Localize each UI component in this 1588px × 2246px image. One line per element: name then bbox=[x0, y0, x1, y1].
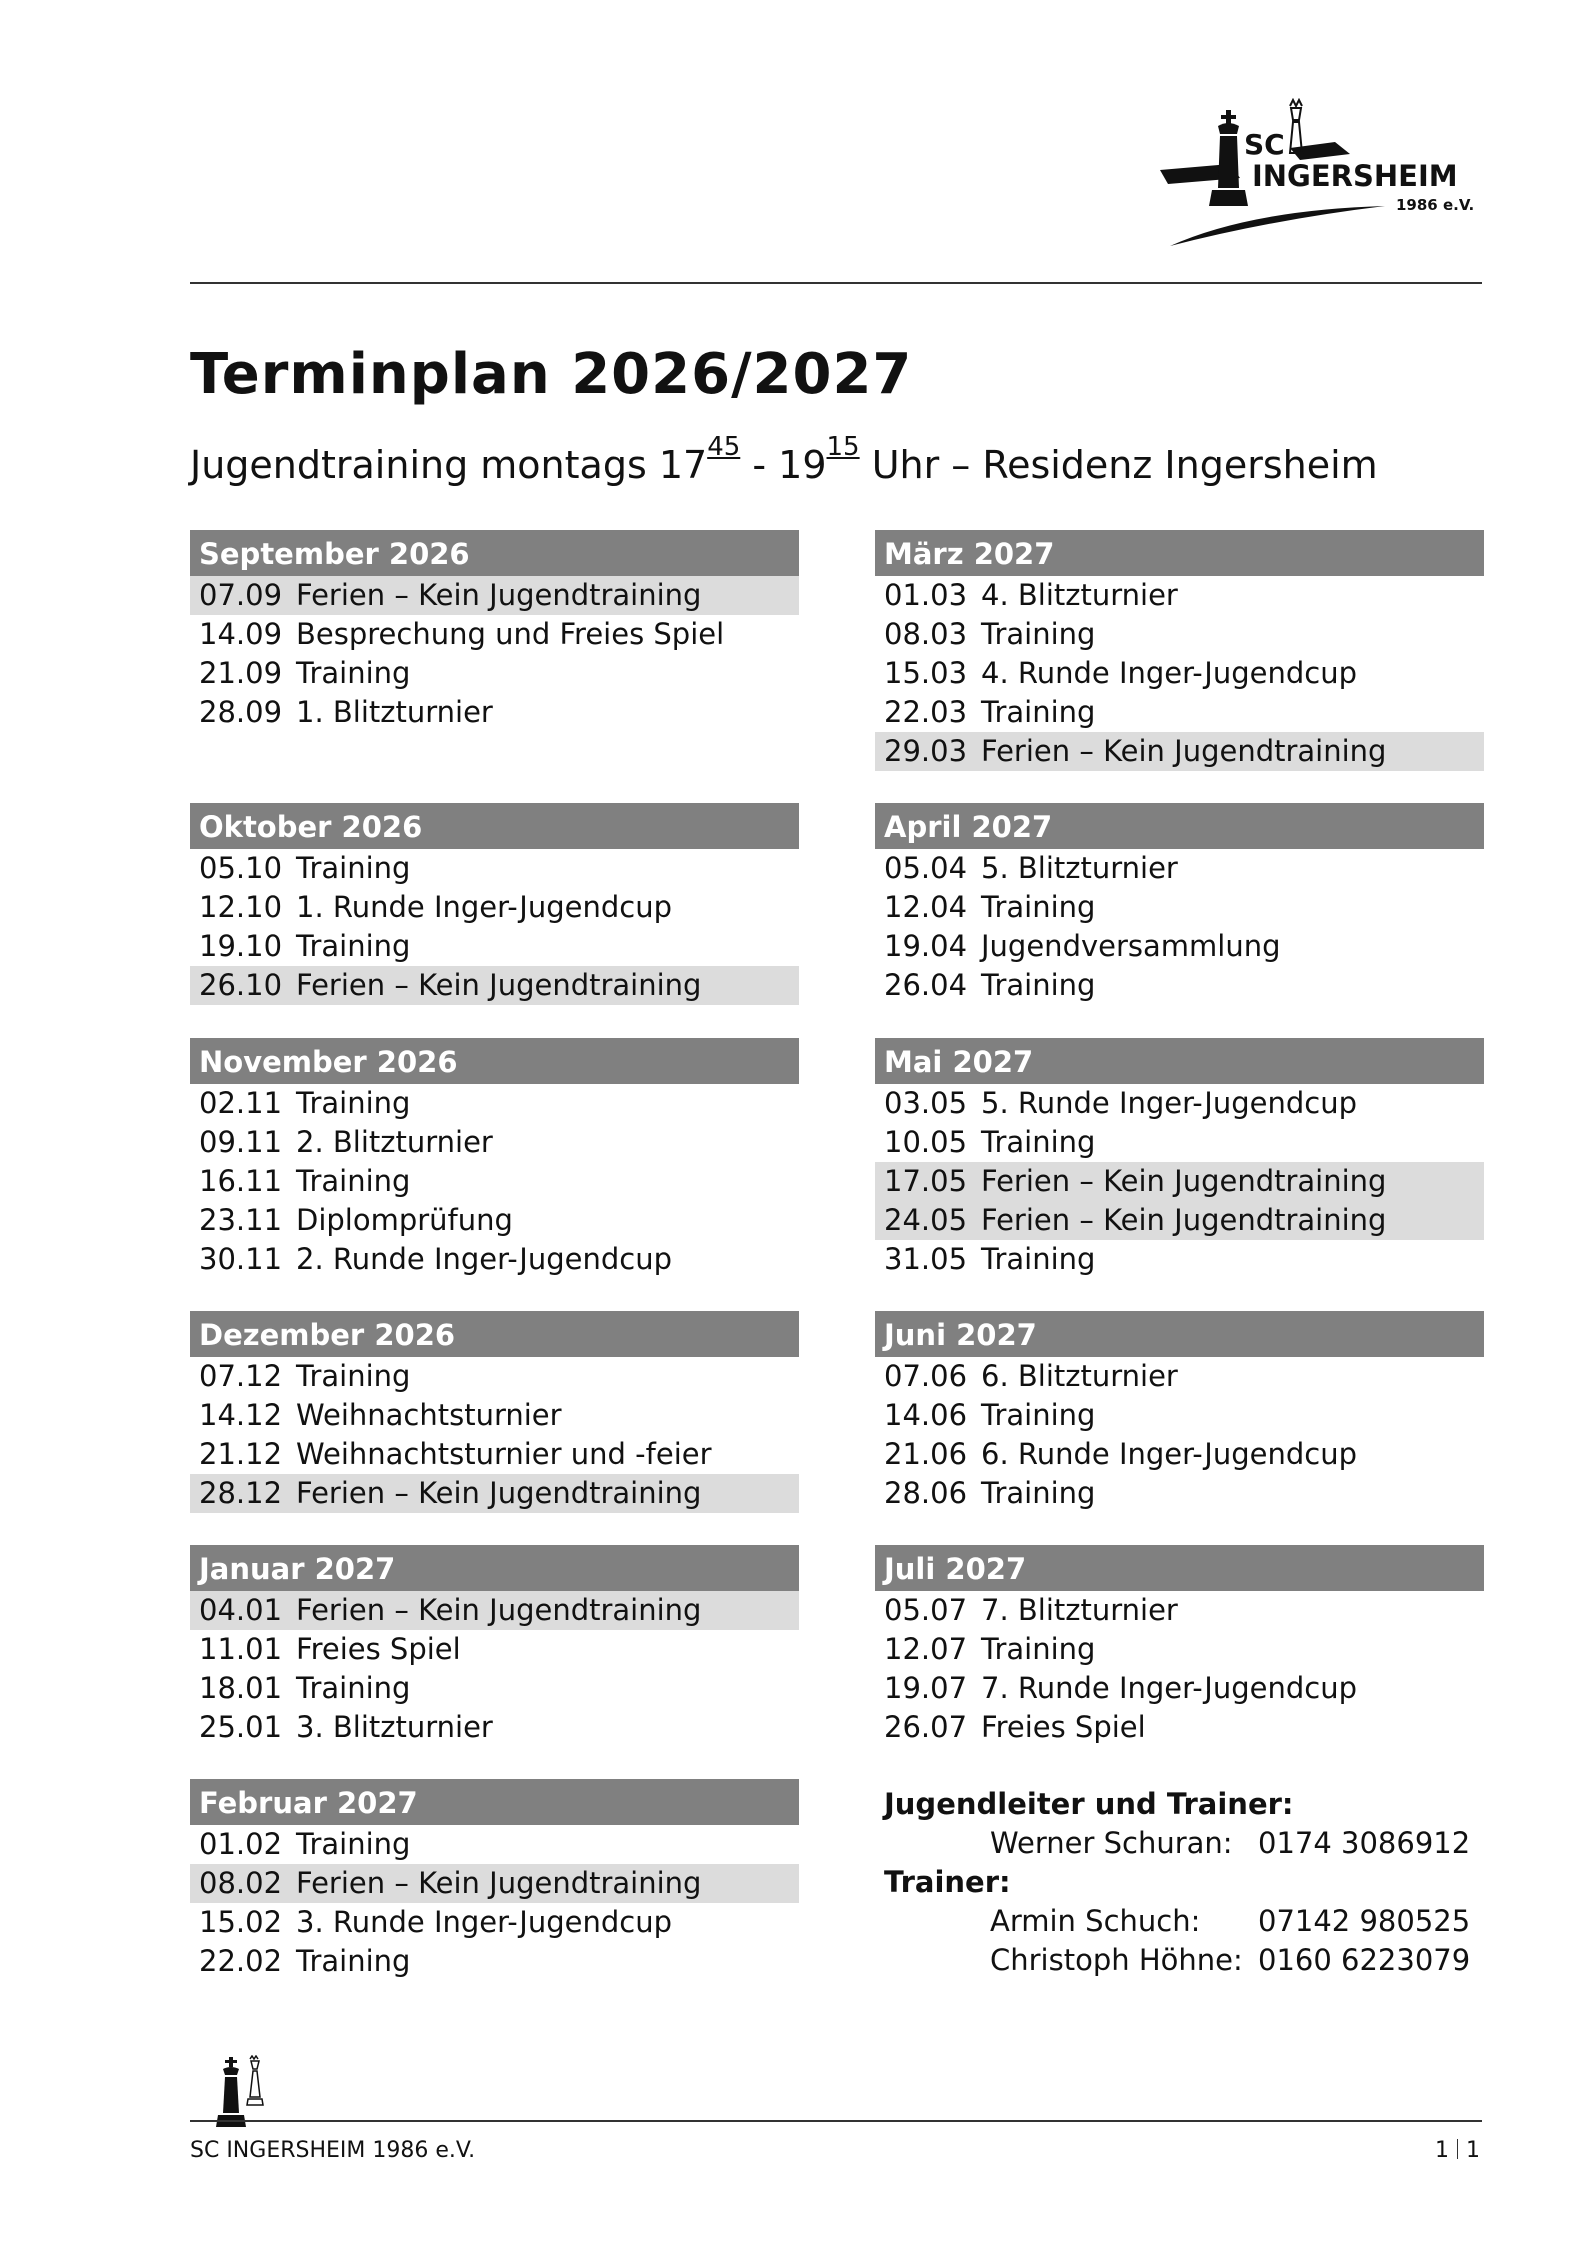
entry-text: Training bbox=[296, 851, 411, 885]
schedule-row bbox=[190, 1084, 799, 1123]
month-header: März 2027 bbox=[875, 530, 1484, 576]
schedule-row bbox=[875, 1357, 1484, 1396]
entry-text: Training bbox=[981, 1125, 1096, 1159]
month-block bbox=[875, 1545, 1484, 1747]
entry-date: 11.01 bbox=[199, 1632, 283, 1666]
month-header: Januar 2027 bbox=[190, 1545, 799, 1591]
schedule-row bbox=[875, 615, 1484, 654]
entry-text: Training bbox=[981, 617, 1096, 651]
entry-date: 04.01 bbox=[199, 1593, 283, 1627]
entry-text: 6. Runde Inger-Jugendcup bbox=[981, 1437, 1357, 1471]
contact-phone: 0160 6223079 bbox=[1258, 1943, 1471, 1977]
entry-date: 15.02 bbox=[199, 1905, 283, 1939]
entry-text: Training bbox=[981, 1242, 1096, 1276]
entry-text: 5. Runde Inger-Jugendcup bbox=[981, 1086, 1357, 1120]
schedule-row bbox=[875, 966, 1484, 1005]
entry-text: Diplomprüfung bbox=[296, 1203, 513, 1237]
entry-text: 4. Runde Inger-Jugendcup bbox=[981, 656, 1357, 690]
schedule-row bbox=[875, 1240, 1484, 1279]
entry-text: Weihnachtsturnier bbox=[296, 1398, 562, 1432]
entry-text: 3. Runde Inger-Jugendcup bbox=[296, 1905, 672, 1939]
entry-date: 12.10 bbox=[199, 890, 283, 924]
entry-text: Ferien – Kein Jugendtraining bbox=[981, 1203, 1387, 1237]
entry-text: Weihnachtsturnier und -feier bbox=[296, 1437, 712, 1471]
schedule-row bbox=[875, 654, 1484, 693]
schedule-row bbox=[875, 849, 1484, 888]
schedule-row bbox=[190, 1123, 799, 1162]
month-header: Juni 2027 bbox=[875, 1311, 1484, 1357]
entry-date: 02.11 bbox=[199, 1086, 283, 1120]
entry-date: 07.09 bbox=[199, 578, 283, 612]
subtitle-start-minutes: 45 bbox=[707, 432, 741, 462]
contact-row bbox=[875, 1824, 1484, 1863]
schedule-row bbox=[875, 576, 1484, 615]
entry-text: Training bbox=[981, 1398, 1096, 1432]
entry-text: Training bbox=[981, 890, 1096, 924]
entry-date: 21.09 bbox=[199, 656, 283, 690]
entry-date: 22.03 bbox=[884, 695, 968, 729]
entry-date: 19.07 bbox=[884, 1671, 968, 1705]
svg-text:SC: SC bbox=[1244, 128, 1285, 161]
entry-date: 28.06 bbox=[884, 1476, 968, 1510]
month-header: Februar 2027 bbox=[190, 1779, 799, 1825]
schedule-row bbox=[190, 1396, 799, 1435]
entry-text: Training bbox=[981, 968, 1096, 1002]
entry-date: 12.07 bbox=[884, 1632, 968, 1666]
schedule-row bbox=[190, 1825, 799, 1864]
schedule-row-holiday bbox=[190, 1591, 799, 1630]
entry-text: Training bbox=[296, 1359, 411, 1393]
schedule-row bbox=[190, 693, 799, 732]
entry-text: Jugendversammlung bbox=[981, 929, 1281, 963]
entry-text: Besprechung und Freies Spiel bbox=[296, 617, 725, 651]
total-pages: 1 bbox=[1466, 2138, 1480, 2163]
entry-text: 2. Blitzturnier bbox=[296, 1125, 493, 1159]
entry-text: Ferien – Kein Jugendtraining bbox=[981, 1164, 1387, 1198]
month-block bbox=[190, 1779, 799, 1981]
schedule-row bbox=[875, 1435, 1484, 1474]
entry-date: 10.05 bbox=[884, 1125, 968, 1159]
entry-date: 03.05 bbox=[884, 1086, 968, 1120]
entry-date: 14.09 bbox=[199, 617, 283, 651]
page-number bbox=[1380, 2136, 1480, 2166]
entry-text: Ferien – Kein Jugendtraining bbox=[296, 1476, 702, 1510]
schedule-row bbox=[875, 1708, 1484, 1747]
schedule-row-holiday bbox=[190, 576, 799, 615]
subtitle-prefix: Jugendtraining montags 17 bbox=[190, 443, 708, 487]
subtitle-end-minutes: 15 bbox=[826, 432, 860, 462]
entry-text: Training bbox=[296, 1944, 411, 1978]
schedule-row bbox=[190, 1201, 799, 1240]
schedule-row bbox=[875, 1630, 1484, 1669]
schedule-row bbox=[875, 1474, 1484, 1513]
entry-text: 3. Blitzturnier bbox=[296, 1710, 493, 1744]
entry-date: 28.12 bbox=[199, 1476, 283, 1510]
schedule-row bbox=[875, 1123, 1484, 1162]
schedule-row bbox=[190, 1435, 799, 1474]
entry-date: 15.03 bbox=[884, 656, 968, 690]
schedule-row bbox=[190, 1240, 799, 1279]
entry-date: 05.04 bbox=[884, 851, 968, 885]
schedule-row bbox=[190, 1669, 799, 1708]
schedule-row-holiday bbox=[190, 1864, 799, 1903]
entry-date: 24.05 bbox=[884, 1203, 968, 1237]
page-subtitle bbox=[190, 432, 1378, 492]
schedule-row bbox=[875, 888, 1484, 927]
entry-text: Training bbox=[296, 1086, 411, 1120]
entry-date: 05.07 bbox=[884, 1593, 968, 1627]
entry-date: 21.06 bbox=[884, 1437, 968, 1471]
schedule-row bbox=[190, 654, 799, 693]
entry-text: Ferien – Kein Jugendtraining bbox=[296, 968, 702, 1002]
schedule-row bbox=[875, 927, 1484, 966]
schedule-row-holiday bbox=[875, 732, 1484, 771]
month-block bbox=[190, 1038, 799, 1279]
month-block bbox=[875, 530, 1484, 771]
entry-date: 19.04 bbox=[884, 929, 968, 963]
trainer-heading: Trainer: bbox=[884, 1865, 1011, 1899]
entry-date: 25.01 bbox=[199, 1710, 283, 1744]
entry-date: 30.11 bbox=[199, 1242, 283, 1276]
entry-date: 21.12 bbox=[199, 1437, 283, 1471]
month-header: Juli 2027 bbox=[875, 1545, 1484, 1591]
svg-text:1986 e.V.: 1986 e.V. bbox=[1396, 196, 1475, 214]
entry-text: Ferien – Kein Jugendtraining bbox=[296, 1593, 702, 1627]
contact-name: Christoph Höhne: bbox=[990, 1943, 1243, 1977]
entry-text: Training bbox=[296, 929, 411, 963]
schedule-row bbox=[875, 1396, 1484, 1435]
header-divider bbox=[190, 282, 1482, 284]
entry-text: 5. Blitzturnier bbox=[981, 851, 1178, 885]
schedule-row bbox=[190, 888, 799, 927]
black-king-icon bbox=[1209, 110, 1248, 206]
schedule-row bbox=[875, 1669, 1484, 1708]
entry-date: 18.01 bbox=[199, 1671, 283, 1705]
schedule-row bbox=[875, 1084, 1484, 1123]
schedule-row bbox=[190, 1942, 799, 1981]
page-title: Terminplan 2026/2027 bbox=[190, 342, 913, 407]
schedule-row bbox=[190, 615, 799, 654]
entry-text: Training bbox=[296, 656, 411, 690]
entry-date: 26.07 bbox=[884, 1710, 968, 1744]
schedule-row bbox=[190, 927, 799, 966]
schedule-row bbox=[875, 693, 1484, 732]
schedule-row-holiday bbox=[875, 1162, 1484, 1201]
entry-text: 4. Blitzturnier bbox=[981, 578, 1178, 612]
contact-name: Werner Schuran: bbox=[990, 1826, 1233, 1860]
month-header: November 2026 bbox=[190, 1038, 799, 1084]
entry-date: 19.10 bbox=[199, 929, 283, 963]
subtitle-mid: - 19 bbox=[740, 443, 827, 487]
entry-text: Training bbox=[981, 1632, 1096, 1666]
leader-heading: Jugendleiter und Trainer: bbox=[884, 1787, 1294, 1821]
footer-divider bbox=[190, 2120, 1482, 2122]
page-separator bbox=[1457, 2139, 1458, 2159]
entry-date: 09.11 bbox=[199, 1125, 283, 1159]
entry-date: 12.04 bbox=[884, 890, 968, 924]
entry-date: 01.03 bbox=[884, 578, 968, 612]
month-header: September 2026 bbox=[190, 530, 799, 576]
entry-text: 7. Runde Inger-Jugendcup bbox=[981, 1671, 1357, 1705]
month-header: Mai 2027 bbox=[875, 1038, 1484, 1084]
entry-text: Ferien – Kein Jugendtraining bbox=[981, 734, 1387, 768]
entry-date: 29.03 bbox=[884, 734, 968, 768]
month-block bbox=[190, 803, 799, 1005]
entry-text: 2. Runde Inger-Jugendcup bbox=[296, 1242, 672, 1276]
contact-section bbox=[875, 1785, 1484, 1980]
subtitle-suffix: Uhr – Residenz Ingersheim bbox=[859, 443, 1378, 487]
month-block bbox=[875, 803, 1484, 1005]
contact-name: Armin Schuch: bbox=[990, 1904, 1201, 1938]
month-block bbox=[190, 1311, 799, 1513]
entry-text: Training bbox=[981, 695, 1096, 729]
entry-text: Ferien – Kein Jugendtraining bbox=[296, 578, 702, 612]
schedule-row bbox=[190, 1357, 799, 1396]
month-header: Dezember 2026 bbox=[190, 1311, 799, 1357]
entry-date: 08.03 bbox=[884, 617, 968, 651]
svg-text:INGERSHEIM: INGERSHEIM bbox=[1252, 159, 1458, 193]
entry-date: 31.05 bbox=[884, 1242, 968, 1276]
contact-row bbox=[875, 1902, 1484, 1941]
contact-row bbox=[875, 1941, 1484, 1980]
footer-club-name: SC INGERSHEIM 1986 e.V. bbox=[190, 2138, 476, 2163]
entry-date: 23.11 bbox=[199, 1203, 283, 1237]
schedule-row bbox=[190, 1630, 799, 1669]
contact-phone: 07142 980525 bbox=[1258, 1904, 1471, 1938]
month-header: April 2027 bbox=[875, 803, 1484, 849]
month-block bbox=[190, 530, 799, 732]
schedule-row bbox=[190, 1708, 799, 1747]
current-page: 1 bbox=[1435, 2138, 1449, 2163]
schedule-row-holiday bbox=[190, 966, 799, 1005]
entry-text: Ferien – Kein Jugendtraining bbox=[296, 1866, 702, 1900]
entry-text: Training bbox=[296, 1164, 411, 1198]
entry-date: 26.10 bbox=[199, 968, 283, 1002]
entry-date: 07.12 bbox=[199, 1359, 283, 1393]
entry-text: 6. Blitzturnier bbox=[981, 1359, 1178, 1393]
entry-date: 16.11 bbox=[199, 1164, 283, 1198]
club-logo bbox=[1160, 98, 1490, 248]
entry-date: 26.04 bbox=[884, 968, 968, 1002]
month-header: Oktober 2026 bbox=[190, 803, 799, 849]
entry-text: Training bbox=[296, 1671, 411, 1705]
contact-phone: 0174 3086912 bbox=[1258, 1826, 1471, 1860]
entry-date: 01.02 bbox=[199, 1827, 283, 1861]
month-block bbox=[875, 1311, 1484, 1513]
entry-text: Freies Spiel bbox=[296, 1632, 461, 1666]
entry-date: 14.12 bbox=[199, 1398, 283, 1432]
month-block bbox=[190, 1545, 799, 1747]
entry-date: 14.06 bbox=[884, 1398, 968, 1432]
entry-date: 28.09 bbox=[199, 695, 283, 729]
entry-date: 17.05 bbox=[884, 1164, 968, 1198]
entry-text: 7. Blitzturnier bbox=[981, 1593, 1178, 1627]
month-block bbox=[875, 1038, 1484, 1279]
entry-text: 1. Blitzturnier bbox=[296, 695, 493, 729]
schedule-row bbox=[190, 1903, 799, 1942]
entry-date: 07.06 bbox=[884, 1359, 968, 1393]
schedule-row-holiday bbox=[190, 1474, 799, 1513]
entry-date: 08.02 bbox=[199, 1866, 283, 1900]
entry-text: Training bbox=[296, 1827, 411, 1861]
schedule-row bbox=[190, 849, 799, 888]
entry-date: 05.10 bbox=[199, 851, 283, 885]
entry-text: 1. Runde Inger-Jugendcup bbox=[296, 890, 672, 924]
entry-text: Freies Spiel bbox=[981, 1710, 1146, 1744]
entry-text: Training bbox=[981, 1476, 1096, 1510]
schedule-row bbox=[875, 1591, 1484, 1630]
schedule-row bbox=[190, 1162, 799, 1201]
entry-date: 22.02 bbox=[199, 1944, 283, 1978]
schedule-row-holiday bbox=[875, 1201, 1484, 1240]
white-queen-icon bbox=[1290, 100, 1302, 153]
